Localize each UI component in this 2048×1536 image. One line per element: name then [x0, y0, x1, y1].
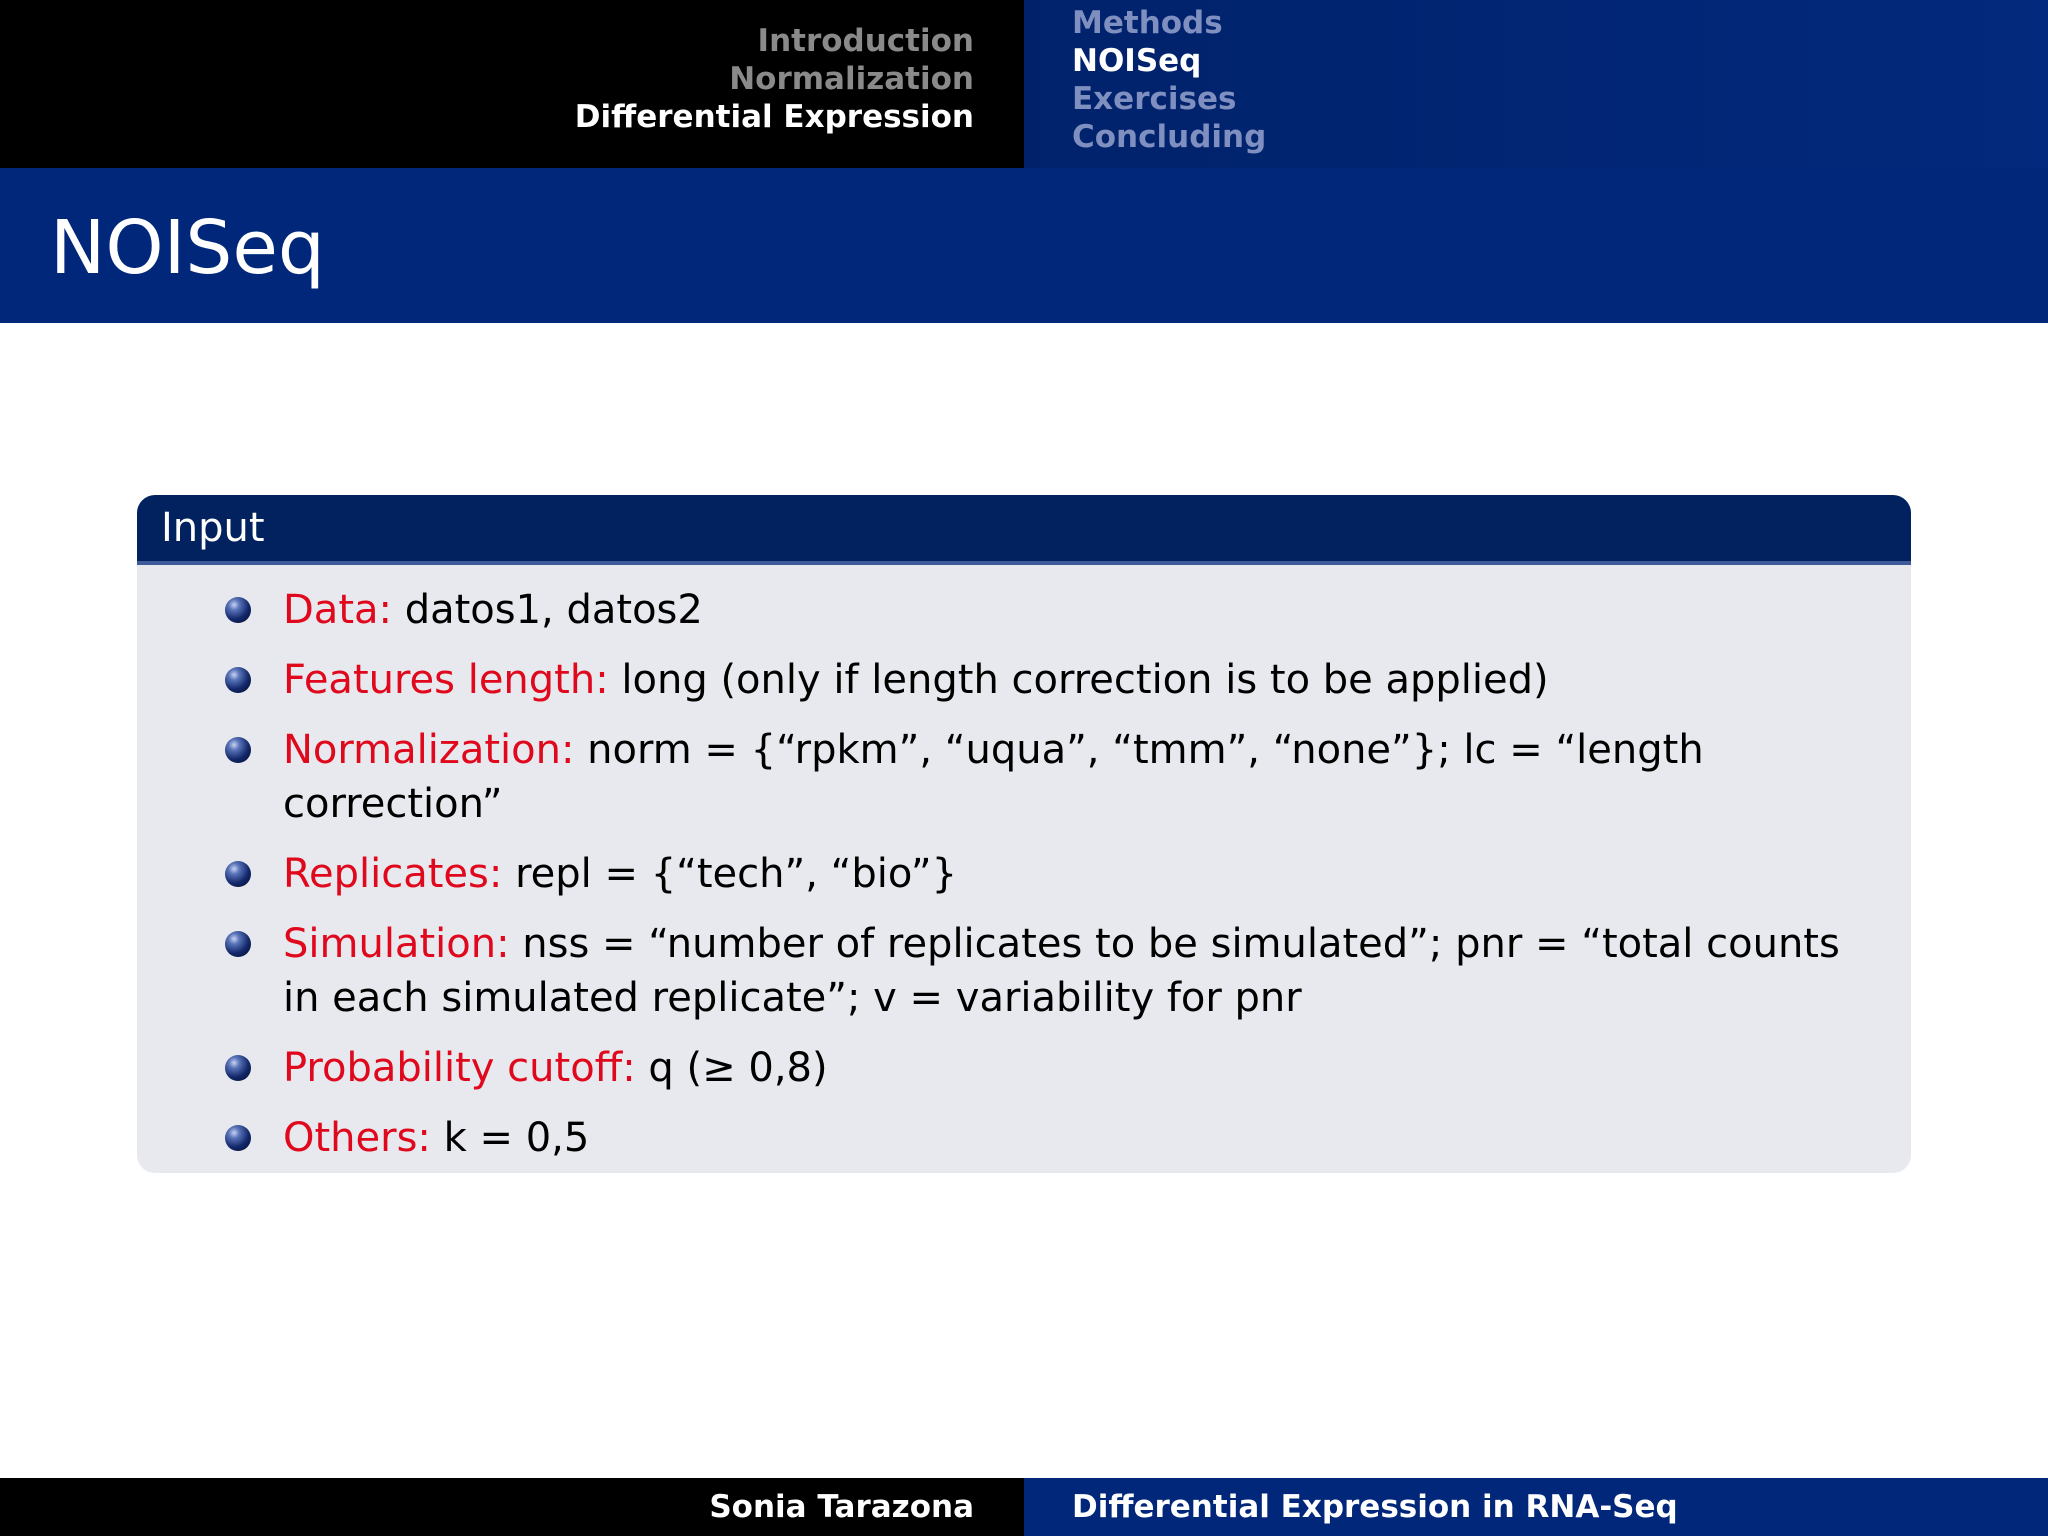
block-title: Input: [137, 495, 1911, 565]
list-item-data: [225, 583, 1871, 637]
section-nav: [575, 22, 974, 136]
list-item-others: [225, 1111, 1871, 1165]
item-text: repl = {“tech”, “bio”}: [515, 851, 958, 897]
item-text: nss = “number of replicates to be simulated”; pnr = “total counts in each simulated replicate”; v = variability for pnr: [283, 921, 1840, 1021]
list-item-normalization: [225, 723, 1871, 831]
nav-section-normalization[interactable]: Normalization: [729, 61, 974, 97]
input-block: [137, 495, 1911, 1173]
bullet-icon: [225, 1055, 251, 1081]
item-label: Probability cutoff:: [283, 1045, 636, 1091]
list-item-replicates: [225, 847, 1871, 901]
item-label: Features length:: [283, 657, 609, 703]
subsection-nav: [1072, 4, 1266, 156]
bullet-icon: [225, 667, 251, 693]
item-label: Replicates:: [283, 851, 503, 897]
item-text: norm = {“rpkm”, “uqua”, “tmm”, “none”}; lc = “length correction”: [283, 727, 1704, 827]
nav-subsection-exercises[interactable]: Exercises: [1072, 81, 1237, 117]
header-subsections-bar: [1024, 0, 2048, 168]
footer-talk-title: Differential Expression in RNA-Seq: [1072, 1489, 1678, 1525]
nav-section-introduction[interactable]: Introduction: [757, 23, 974, 59]
item-text: datos1, datos2: [404, 587, 703, 633]
footer-author-bar: [0, 1478, 1024, 1536]
bullet-icon: [225, 931, 251, 957]
list-item-features-length: [225, 653, 1871, 707]
header-sections-bar: [0, 0, 1024, 168]
nav-subsection-methods[interactable]: Methods: [1072, 5, 1223, 41]
item-text: q (≥ 0,8): [648, 1045, 828, 1091]
item-label: Data:: [283, 587, 392, 633]
item-label: Others:: [283, 1115, 431, 1161]
bullet-icon: [225, 861, 251, 887]
frame-title: NOISeq: [50, 205, 325, 291]
list-item-probability-cutoff: [225, 1041, 1871, 1095]
item-text: long (only if length correction is to be applied): [621, 657, 1549, 703]
nav-subsection-noiseq[interactable]: NOISeq: [1072, 43, 1202, 79]
bullet-icon: [225, 737, 251, 763]
block-body: [137, 565, 1911, 1165]
item-label: Simulation:: [283, 921, 510, 967]
footer-author: Sonia Tarazona: [709, 1489, 974, 1525]
bullet-icon: [225, 1125, 251, 1151]
frame-title-bar: [0, 168, 2048, 323]
bullet-icon: [225, 597, 251, 623]
nav-subsection-concluding[interactable]: Concluding: [1072, 119, 1267, 155]
nav-section-differential-expression[interactable]: Differential Expression: [574, 99, 974, 135]
footer-title-bar: [1024, 1478, 2048, 1536]
item-text: k = 0,5: [443, 1115, 590, 1161]
item-label: Normalization:: [283, 727, 575, 773]
list-item-simulation: [225, 917, 1871, 1025]
